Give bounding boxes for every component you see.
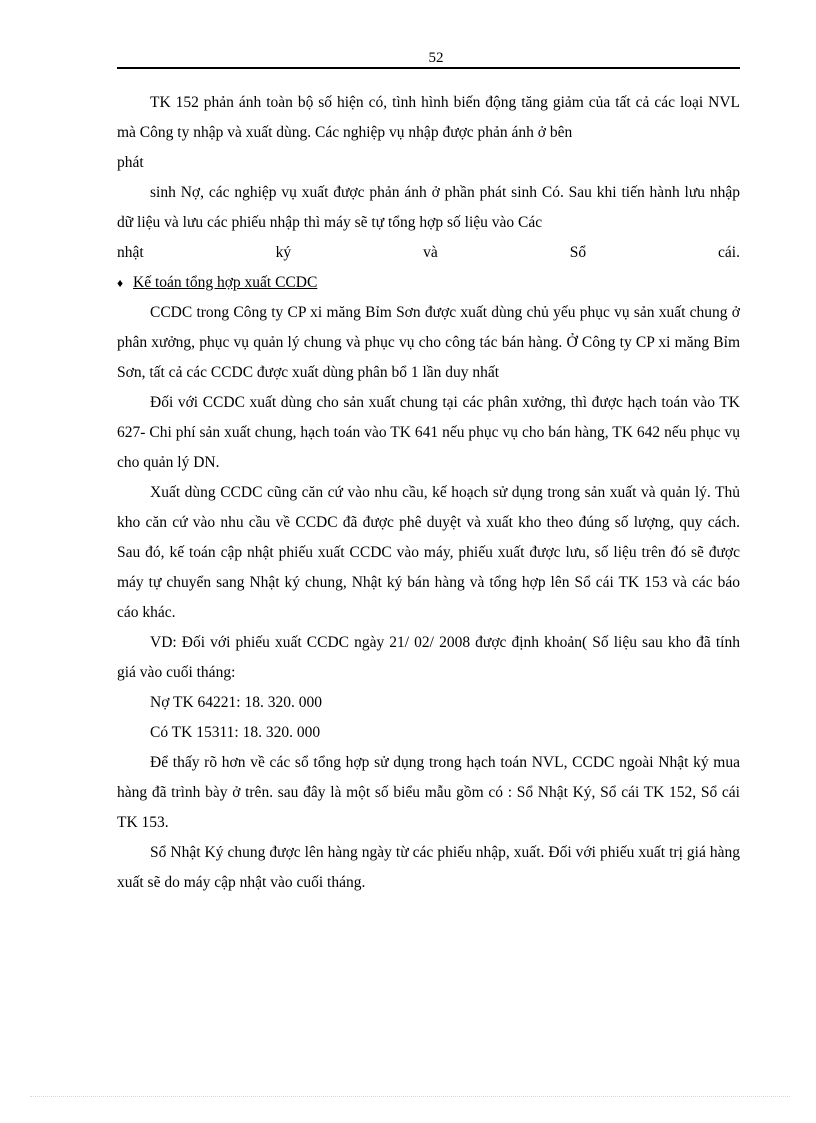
page-number: 52 (428, 50, 444, 66)
paragraph-tk152-b: phát (117, 154, 144, 171)
paragraph-tk152-d: nhật ký và Sổ cái. (117, 244, 740, 261)
entry-debit: Nợ TK 64221: 18. 320. 000 (150, 694, 322, 711)
paragraph-ledgers: Để thấy rõ hơn về các sổ tổng hợp sử dụng trong hạch toán NVL, CCDC ngoài Nhật ký mua hàng đã trình bày ở trên. sau đây là một số biểu mẫu gồm có : Sổ Nhật Ký, Sổ cái TK 152, Sổ cái TK 153. (117, 754, 740, 831)
entry-credit: Có TK 15311: 18. 320. 000 (150, 724, 321, 741)
paragraph-ccdc-usage: CCDC trong Công ty CP xi măng Bỉm Sơn được xuất dùng chủ yếu phục vụ sản xuất chung ở phân xưởng, phục vụ quản lý chung và phục vụ cho công tác bán hàng. Ở Công ty CP xi măng Bỉm Sơn, tất cả các CCDC được xuất dùng phân bổ 1 lần duy nhất (117, 304, 740, 381)
paragraph-tk152-c: sinh Nợ, các nghiệp vụ xuất được phản ánh ở phần phát sinh Có. Sau khi tiến hành lưu nhập dữ liệu và lưu các phiếu nhập thì máy sẽ tự tổng hợp số liệu vào Các (117, 184, 740, 231)
header-rule (117, 67, 740, 69)
section-title: Kế toán tổng hợp xuất CCDC (133, 274, 318, 291)
footer-rule (30, 1096, 790, 1097)
paragraph-journal: Sổ Nhật Ký chung được lên hàng ngày từ các phiếu nhập, xuất. Đối với phiếu xuất trị giá hàng xuất sẽ do máy cập nhật vào cuối tháng. (117, 844, 740, 891)
paragraph-tk152-a: TK 152 phản ánh toàn bộ số hiện có, tình hình biến động tăng giảm của tất cả các loại NVL mà Công ty nhập và xuất dùng. Các nghiệp vụ nhập được phản ánh ở bên (117, 94, 740, 141)
diamond-bullet-icon: ♦ (117, 276, 124, 290)
section-heading (117, 268, 740, 298)
paragraph-ccdc-process: Xuất dùng CCDC cũng căn cứ vào nhu cầu, kế hoạch sử dụng trong sản xuất và quản lý. Thủ kho căn cứ vào nhu cầu về CCDC đã được phê duyệt và xuất kho theo đúng số lượng, quy cách. Sau đó, kế toán cập nhật phiếu xuất CCDC vào máy, phiếu xuất được lưu, số liệu trên đó sẽ được máy tự chuyển sang Nhật ký chung, Nhật ký bán hàng và tổng hợp lên Sổ cái TK 153 và các báo cáo khác. (117, 484, 740, 621)
paragraph-ccdc-accounting: Đối với CCDC xuất dùng cho sản xuất chung tại các phân xưởng, thì được hạch toán vào TK 627- Chi phí sản xuất chung, hạch toán vào TK 641 nếu phục vụ cho bán hàng, TK 642 nếu phục vụ cho quản lý DN. (117, 394, 740, 471)
document-body (117, 88, 740, 898)
paragraph-example: VD: Đối với phiếu xuất CCDC ngày 21/ 02/ 2008 được định khoản( Số liệu sau kho đã tính giá vào cuối tháng: (117, 634, 740, 681)
